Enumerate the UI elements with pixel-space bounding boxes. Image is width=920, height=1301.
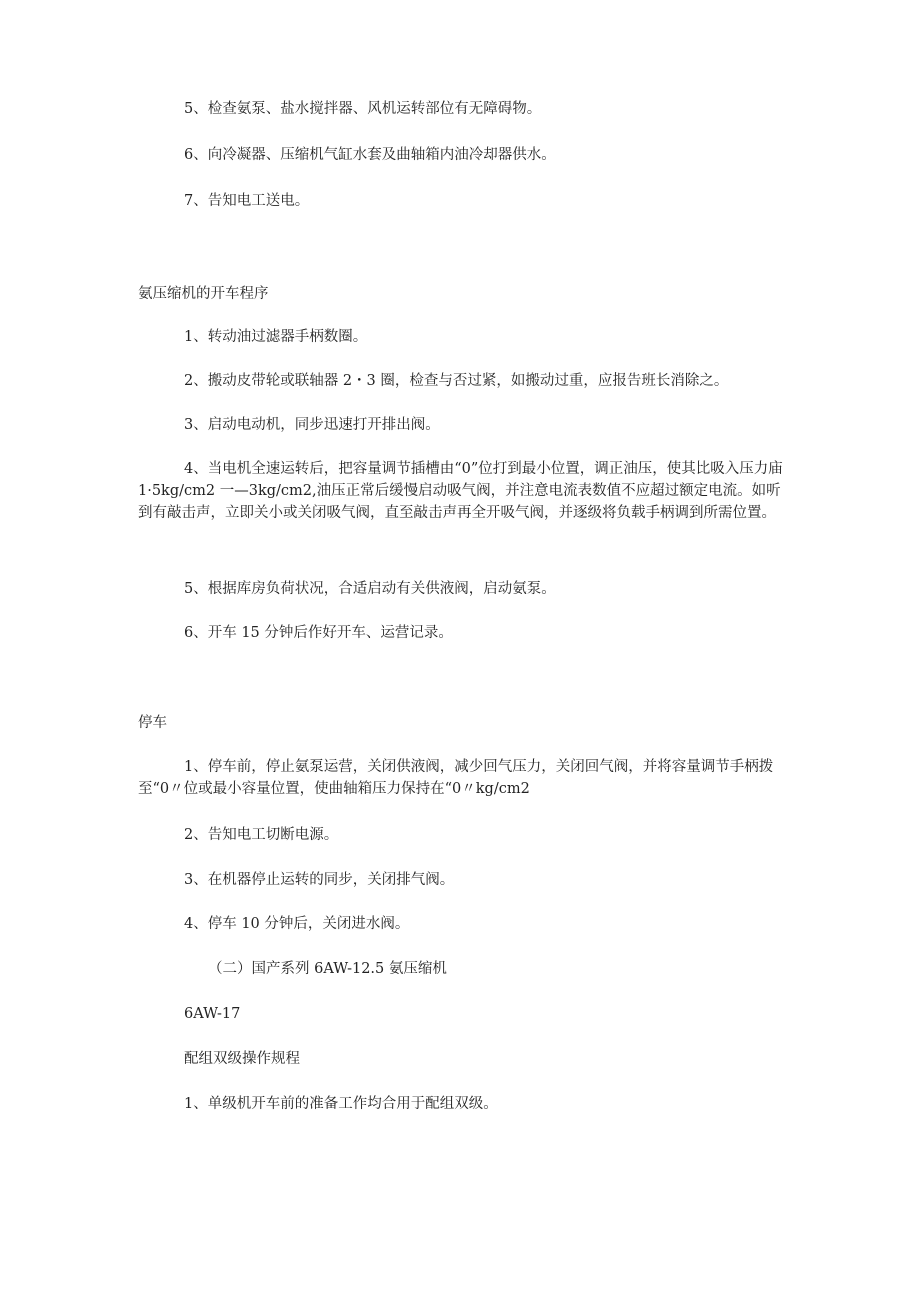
prep-item-5: 5、检查氨泵、盐水搅拌器、风机运转部位有无障碍物。 (184, 101, 542, 117)
section-start-title: 氨压缩机的开车程序 (138, 286, 269, 302)
section-stop-title: 停车 (138, 715, 167, 731)
stop-step-4: 4、停车 10 分钟后，关闭进水阀。 (184, 916, 410, 932)
start-step-4: 4、当电机全速运转后，把容量调节插槽由“0”位打到最小位置，调正油压，使其比吸入压力庙 1·5kg/cm2 一—3kg/cm2,油压正常后缓慢启动吸气阀，并注意电流表数值不应超过额定电流。如听到有敲击声，立即关小或关闭吸气阀，直至敲击声再全开吸气阀，并逐级将负载手柄调到所需位置。 (138, 461, 783, 521)
model-line: 6AW-17 (184, 1006, 241, 1022)
stop-step-2: 2、告知电工切断电源。 (184, 827, 339, 843)
start-step-3: 3、启动电动机，同步迅速打开排出阀。 (184, 417, 440, 433)
start-step-6: 6、开车 15 分钟后作好开车、运营记录。 (184, 625, 453, 641)
start-step-2: 2、搬动皮带轮或联轴器 2・3 圈，检查与否过紧，如搬动过重，应报告班长消除之。 (184, 373, 729, 389)
dual-title: 配组双级操作规程 (184, 1051, 300, 1067)
stop-step-1: 1、停车前，停止氨泵运营，关闭供液阀，减少回气压力，关闭回气阀，并将容量调节手柄拨至“0〃位或最小容量位置，使曲轴箱压力保持在“0〃kg/cm2 (138, 759, 774, 797)
prep-item-7: 7、告知电工送电。 (184, 193, 310, 209)
start-step-5: 5、根据库房负荷状况，合适启动有关供液阀，启动氨泵。 (184, 581, 556, 597)
prep-item-6: 6、向冷凝器、压缩机气缸水套及曲轴箱内油冷却器供水。 (184, 147, 556, 163)
stop-step-3: 3、在机器停止运转的同步，关闭排气阀。 (184, 872, 455, 888)
subsection-title: （二）国产系列 6AW-12.5 氨压缩机 (208, 961, 447, 977)
dual-step-1: 1、单级机开车前的准备工作均合用于配组双级。 (184, 1096, 498, 1112)
start-step-1: 1、转动油过滤器手柄数圈。 (184, 329, 368, 345)
